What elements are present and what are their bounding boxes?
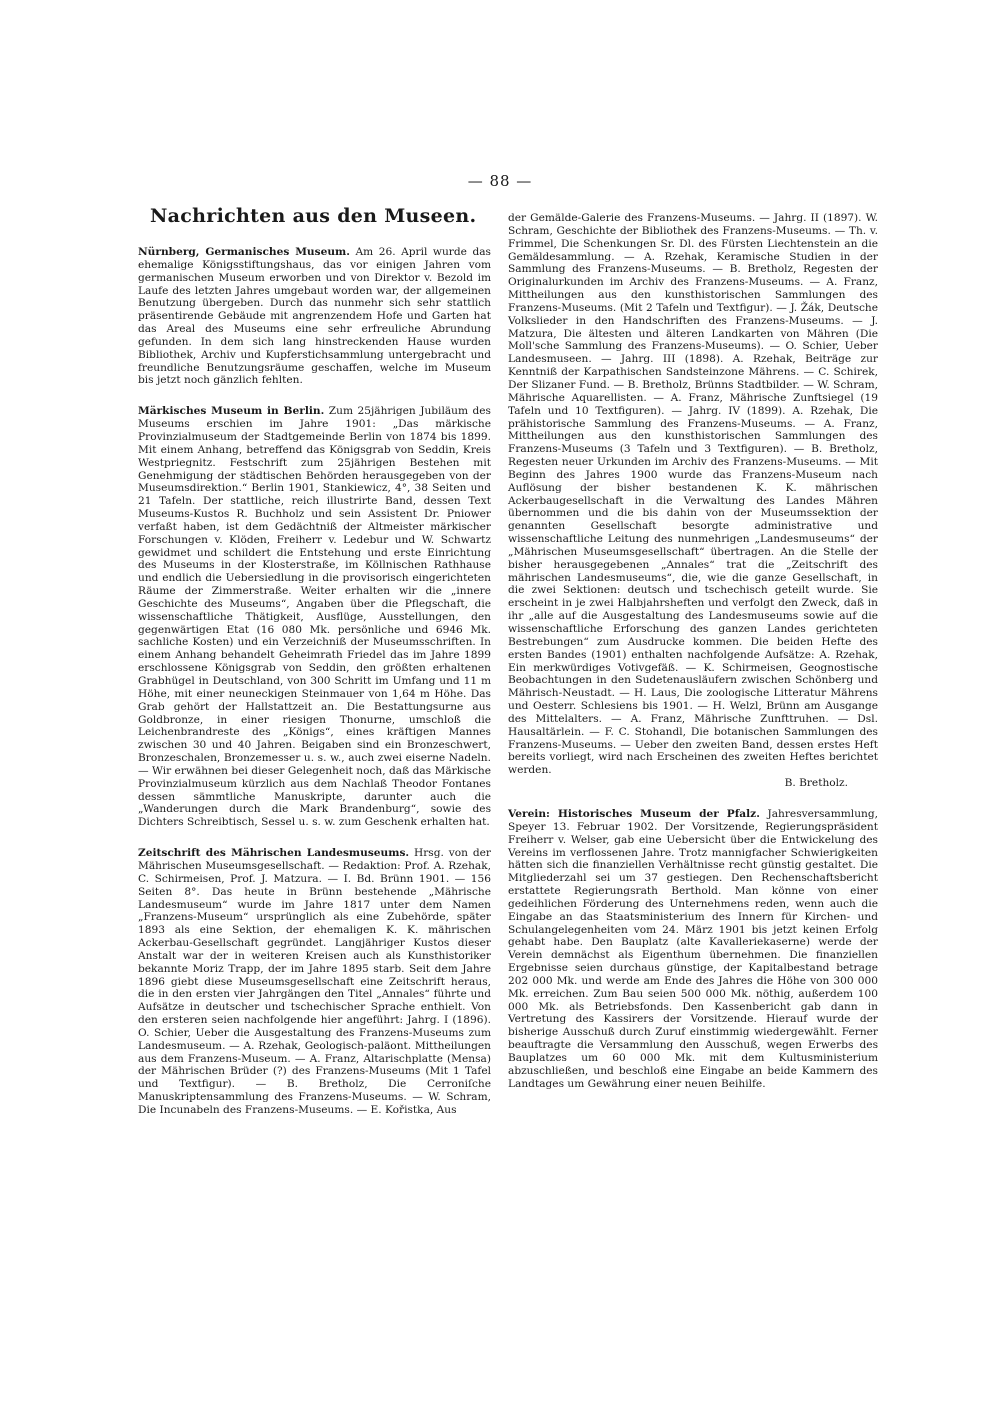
article-pfalz <box>508 808 878 1091</box>
right-column <box>508 212 878 1091</box>
article-berlin <box>138 405 491 829</box>
article-text: Am 26. April wurde das ehemalige Königsstiftungshaus, das vor einigen Jahren vom germanischen Museum erworben und von Direktor v. Bezold im Laufe des letzten Jahres umgebaut worden war, der allgemeinen Benutzung übergeben. Durch das nunmehr sich sehr stattlich präsentirende Gebäude mit angrenzendem Hofe und Garten hat das Areal des Museums eine sehr erfreuliche Abrundung gefunden. In dem sich lang hinstreckenden Hause wurden Bibliothek, Archiv und Kupferstichsammlung untergebracht und freundliche Benutzungsräume geschaffen, welche im Museum bis jetzt noch gänzlich fehlten. <box>138 246 491 387</box>
article-signature: B. Bretholz. <box>784 777 848 790</box>
article-text: Jahresversammlung, Speyer 13. Februar 1902. Der Vorsitzende, Regierungspräsident Freiherr v. Welser, gab eine Uebersicht über die Entwickelung des Vereins im verflossenen Jahre. Trotz mannigfacher Schwierigkeiten hätten sich die finanziellen Verhältnisse recht günstig gestaltet. Die Mitgliederzahl sei um 37 gestiegen. Den Rechenschaftsbericht erstattete Regierungsrath Berthold. Man könne von einer gedeihlichen Förderung des Unternehmens reden, wenn auch die Eingabe an das Staatsministerium des Innern für Kirchen- und Schulangelegenheiten vom 24. März 1901 bis jetzt keinen Erfolg gehabt habe. Den Bauplatz (alte Kavalleriekaserne) werde der Verein demnächst als Eigenthum übernehmen. Die finanziellen Ergebnisse seien durchaus günstige, der Kapitalbestand betrage 202 000 Mk. und werde am Ende des Jahres die Höhe von 300 000 Mk. erreichen. Zum Bau seien 500 000 Mk. nöthig, außerdem 100 000 Mk. als Betriebsfonds. Den Kassenbericht gab dann in Vertretung des Kassirers der Vorsitzende. Hierauf wurde der bisherige Ausschuß durch Zuruf einstimmig wiedergewählt. Ferner beauftragte die Versammlung den Ausschuß, wegen Erwerbs des Bauplatzes um 60 000 Mk. mit dem Kultusministerium abzuschließen, und beschloß eine Eingabe an beide Kammern des Landtages um Gewährung einer neuen Beihilfe. <box>508 807 878 1090</box>
article-nuernberg <box>138 246 491 387</box>
left-column <box>138 204 491 1117</box>
page-number: — 88 — <box>467 172 533 190</box>
article-zeitschrift-continued <box>508 212 878 777</box>
article-text: Zum 25jährigen Jubiläum des Museums erschien im Jahre 1901: „Das märkische Provinzialmuseum der Stadtgemeinde Berlin von 1874 bis 1899. Mit einem Anhang, betreffend das Königsgrab von Seddin, Kreis Westpriegnitz. Festschrift zum 25jährigen Bestehen mit Genehmigung der städtischen Behörden herausgegeben von der Museumsdirektion.“ Berlin 1901, Stankiewicz, 4°, 38 Seiten und 21 Tafeln. Der stattliche, reich illustrirte Band, dessen Text Museums-Kustos R. Buchholz und sein Assistent Dr. Pniower verfaßt haben, ist dem Gedächtniß der Altmeister märkischer Forschungen v. Klöden, Freiherr v. Ledebur und W. Schwartz gewidmet und schildert die Entstehung und erste Einrichtung des Museums in der Klosterstraße, im Köllnischen Rathhause und endlich die Uebersiedlung in die provisorisch eingerichteten Räume der Zimmerstraße. Weiter erhalten wir die „innere Geschichte des Museums“, Angaben über die Pflegschaft, die wissenschaftliche Thätigkeit, Ausflüge, Ausstellungen, den gegenwärtigen Etat (16 080 Mk. persönliche und 6946 Mk. sachliche Kosten) und ein Verzeichniß der Museumsschriften. In einem Anhang behandelt Geheimrath Friedel das im Jahre 1899 erschlossene Königsgrab von Seddin, den größten erhaltenen Grabhügel in Deutschland, von 300 Schritt im Umfang und 11 m Höhe, mit einer neuneckigen Steinmauer von 1,64 m Höhe. Das Grab gehört der Hallstattzeit an. Die Bestattungsurne aus Goldbronze, in einer riesigen Thonurne, umschloß die Leichenbrandreste des „Königs“, eines kräftigen Mannes zwischen 30 und 40 Jahren. Beigaben sind ein Bronzeschwert, Bronzeschalen, Bronzemesser u. s. w., auch zwei eiserne Nadeln. — Wir erwähnen bei dieser Gelegenheit noch, daß das Märkische Provinzialmuseum kürzlich aus dem Nachlaß Theodor Fontanes dessen sämmtliche Manuskripte, darunter auch die „Wanderungen durch die Mark Brandenburg“, sowie des Dichters Schreibtisch, Sessel u. s. w. zum Geschenk erhalten hat. <box>138 405 491 829</box>
article-lead: Märkisches Museum in Berlin. <box>138 405 325 418</box>
section-heading: Nachrichten aus den Museen. <box>150 205 477 227</box>
article-lead: Verein: Historisches Museum der Pfalz. <box>508 807 760 820</box>
article-zeitschrift <box>138 847 491 1117</box>
article-text: der Gemälde-Galerie des Franzens-Museums. — Jahrg. II (1897). W. Schram, Geschichte der Bibliothek des Franzens-Museums. — Th. v. Frimmel, Die Schenkungen Sr. Dl. des Fürsten Liechtenstein an die Gemäldesammlung. — A. Rzehak, Keramische Studien in der Sammlung des Franzens-Museums. — B. Bretholz, Regesten der Originalurkunden im Archiv des Franzens-Museums. — A. Franz, Mittheilungen aus den kunsthistorischen Sammlungen des Franzens-Museums. (Mit 2 Tafeln und Textfigur). — J. Žák, Deutsche Volkslieder in den Handschriften des Franzens-Museums. — J. Matzura, Die ältesten und älteren Landkarten von Mähren (Die Moll'sche Sammlung des Franzens-Museums). — O. Schier, Ueber Landesmuseen. — Jahrg. III (1898). A. Rzehak, Beiträge zur Kenntniß der Karpathischen Sandsteinzone Mährens. — C. Schirek, Der Slizaner Fund. — B. Bretholz, Brünns Stadtbilder. — W. Schram, Mährische Aquarellisten. — A. Franz, Mährische Zunftsiegel (19 Tafeln und 10 Textfiguren). — Jahrg. IV (1899). A. Rzehak, Die prähistorische Sammlung des Franzens-Museums. — A. Franz, Mittheilungen aus den kunsthistorischen Sammlungen des Franzens-Museums (3 Tafeln und 3 Textfiguren). — B. Bretholz, Regesten neuer Urkunden im Archiv des Franzens-Museums. — Mit Beginn des Jahres 1900 wurde das Franzens-Museum nach Auflösung der bisher bestandenen K. K. mährischen Ackerbaugesellschaft in die Verwaltung des Landes Mähren übernommen und die bis dahin von der Museumssektion der genannten Gesellschaft besorgte administrative und wissenschaftliche Leitung des nunmehrigen „Landesmuseums“ der „Mährischen Museumsgesellschaft“ übertragen. An die Stelle der bisher herausgegebenen „Annales“ trat die „Zeitschrift des mährischen Landesmuseums“, die, wie die ganze Gesellschaft, in die zwei Sektionen: deutsch und tschechisch geteilt wurde. Sie erscheint in je zwei Halbjahrsheften und verfolgt den Zweck, daß in ihr „alle auf die Ausgestaltung des Landesmuseums sowie auf die wissenschaftliche Erforschung des ganzen Landes gerichteten Bestrebungen“ zum Ausdrucke kommen. Die beiden Hefte des ersten Bandes (1901) enthalten nachfolgende Aufsätze: A. Rzehak, Ein merkwürdiges Votivgefäß. — K. Schirmeisen, Geognostische Beobachtungen in den Sudetenausläufern zwischen Schönberg und Mährisch-Neustadt. — H. Laus, Die zoologische Litteratur Mährens und Oesterr. Schlesiens bis 1901. — H. Welzl, Brünn am Ausgange des Mittelalters. — A. Franz, Mährische Zunfttruhen. — Dsl. Hausaltärlein. — F. C. Stohandl, Die botanischen Sammlungen des Franzens-Museums. — Ueber den zweiten Band, dessen erstes Heft bereits vorliegt, wird nach Erscheinen des zweiten Heftes berichtet werden. <box>508 212 878 777</box>
article-text: Hrsg. von der Mährischen Museumsgesellschaft. — Redaktion: Prof. A. Rzehak, C. Schirmeisen, Prof. J. Matzura. — I. Bd. Brünn 1901. — 156 Seiten 8°. Das heute in Brünn bestehende „Mährische Landesmuseum“ wurde im Jahre 1817 unter dem Namen „Franzens-Museum“ ursprünglich als eine Zubehörde, später 1893 als eine Sektion, der ehemaligen K. K. mährischen Ackerbau-Gesellschaft gegründet. Langjähriger Kustos dieser Anstalt war der in weiteren Kreisen auch als Kunsthistoriker bekannte Moriz Trapp, der im Jahre 1895 starb. Seit dem Jahre 1896 giebt diese Museumsgesellschaft eine Zeitschrift heraus, die in den ersten vier Jahrgängen den Titel „Annales“ führte und Aufsätze in deutscher und tschechischer Sprache enthielt. Von den ersteren seien nachfolgende hier angeführt: Jahrg. I (1896). O. Schier, Ueber die Ausgestaltung des Franzens-Museums zum Landesmuseum. — A. Rzehak, Geologisch-paläont. Mittheilungen aus dem Franzens-Museum. — A. Franz, Altarischplatte (Mensa) der Mährischen Brüder (?) des Franzens-Museums (Mit 1 Tafel und Textfigur). — B. Bretholz, Die Cerroniſche Manuskriptensammlung des Franzens-Museums. — W. Schram, Die Incunabeln des Franzens-Museums. — E. Kořistka, Aus <box>138 847 491 1116</box>
article-lead: Zeitschrift des Mährischen Landesmuseums. <box>138 847 410 860</box>
article-lead: Nürnberg, Germanisches Museum. <box>138 246 350 258</box>
